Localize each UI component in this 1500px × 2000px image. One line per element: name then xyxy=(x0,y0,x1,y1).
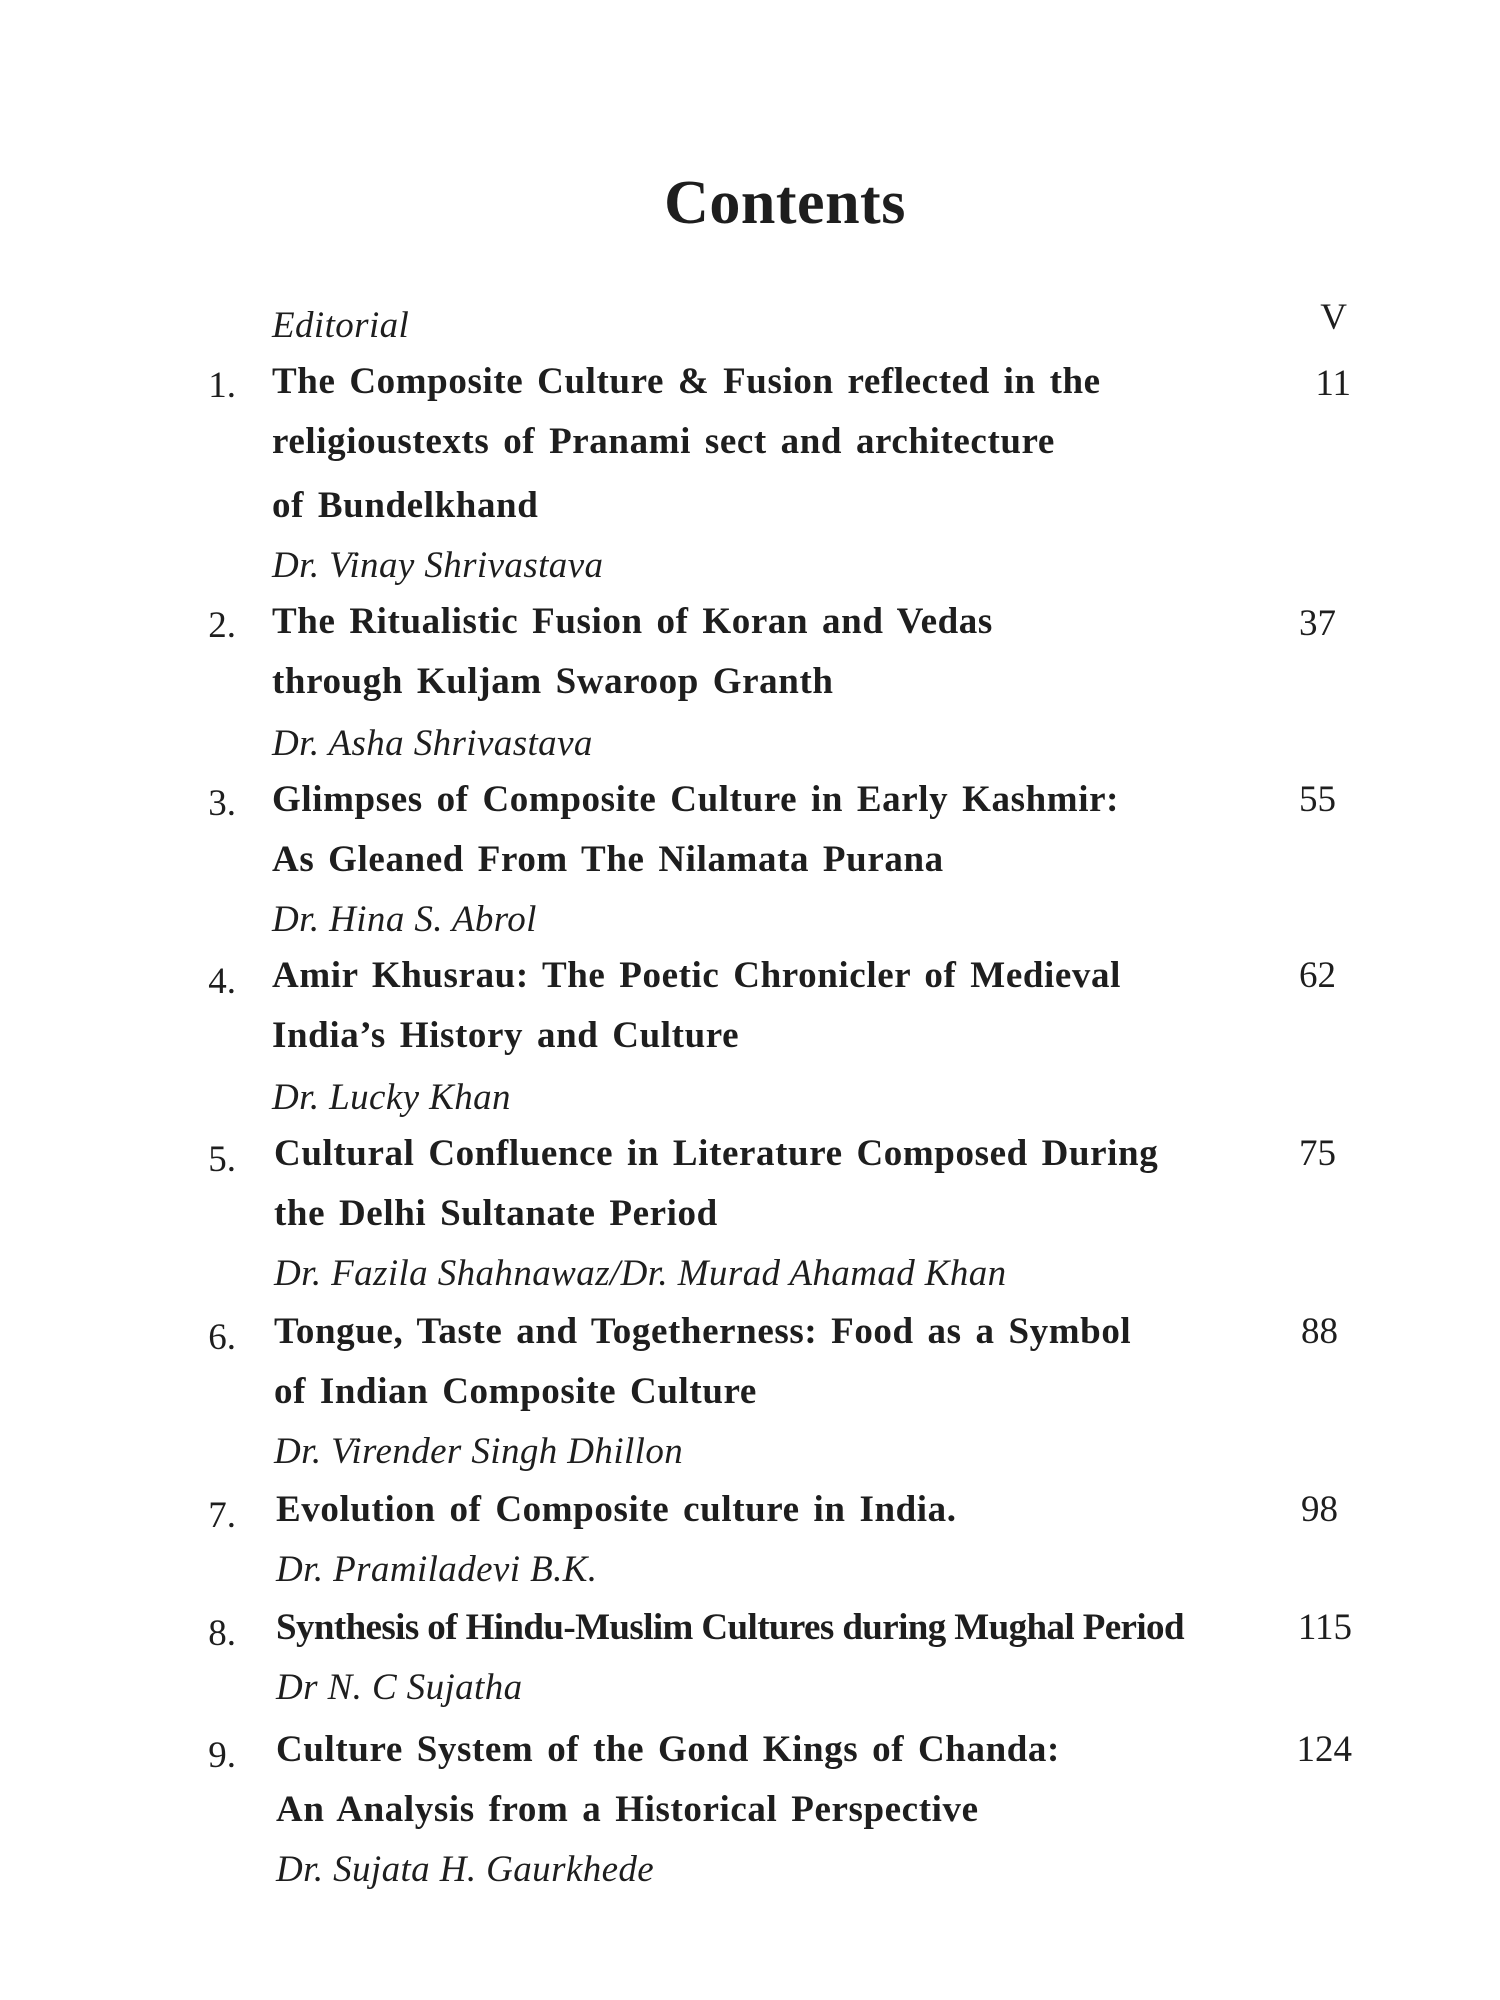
entry-page-number: 115 xyxy=(1297,1607,1352,1648)
entry-title-line: Synthesis of Hindu-Muslim Cultures during Mughal Period xyxy=(276,1607,1184,1648)
page-title: Contents xyxy=(664,169,906,237)
entry-number: 5. xyxy=(208,1139,236,1180)
entry-title-line: Glimpses of Composite Culture in Early Kashmir: xyxy=(272,779,1120,820)
entry-author: Dr. Lucky Khan xyxy=(272,1077,511,1118)
entry-title-line: An Analysis from a Historical Perspective xyxy=(276,1789,979,1830)
entry-page-number: 55 xyxy=(1299,779,1336,820)
entry-title-line: Tongue, Taste and Togetherness: Food as a Symbol xyxy=(274,1311,1132,1352)
entry-title-line: the Delhi Sultanate Period xyxy=(274,1193,718,1234)
entry-title-line: Culture System of the Gond Kings of Chanda: xyxy=(276,1729,1060,1770)
entry-title-line: of Indian Composite Culture xyxy=(274,1371,757,1412)
entry-title-line: of Bundelkhand xyxy=(272,485,539,526)
entry-number: 9. xyxy=(208,1735,236,1776)
entry-author: Dr. Pramiladevi B.K. xyxy=(276,1549,598,1590)
entry-number: 1. xyxy=(208,365,236,406)
entry-page-number: 37 xyxy=(1299,603,1336,644)
entry-author: Dr N. C Sujatha xyxy=(276,1667,523,1708)
entry-page-number: 11 xyxy=(1315,363,1351,404)
entry-page-number: 124 xyxy=(1296,1729,1352,1770)
entry-number: 8. xyxy=(208,1613,236,1654)
entry-title-line: Amir Khusrau: The Poetic Chronicler of Medieval xyxy=(272,955,1122,996)
entry-author: Dr. Fazila Shahnawaz/Dr. Murad Ahamad Khan xyxy=(274,1253,1007,1294)
entry-author: Dr. Sujata H. Gaurkhede xyxy=(276,1849,655,1890)
entry-number: 3. xyxy=(208,783,236,824)
entry-title-line: As Gleaned From The Nilamata Purana xyxy=(272,839,944,880)
entry-title-line: religioustexts of Pranami sect and architecture xyxy=(272,421,1055,462)
entry-number: 6. xyxy=(208,1317,236,1358)
entry-author: Dr. Asha Shrivastava xyxy=(272,723,593,764)
entry-page-number: 88 xyxy=(1301,1311,1338,1352)
editorial-page-number: V xyxy=(1320,297,1347,338)
entry-number: 7. xyxy=(208,1495,236,1536)
entry-page-number: 98 xyxy=(1301,1489,1338,1530)
entry-title-line: The Ritualistic Fusion of Koran and Vedas xyxy=(272,601,993,642)
entry-page-number: 75 xyxy=(1299,1133,1336,1174)
entry-title-line: through Kuljam Swaroop Granth xyxy=(272,661,834,702)
entry-number: 2. xyxy=(208,605,236,646)
entry-number: 4. xyxy=(208,961,236,1002)
entry-author: Dr. Virender Singh Dhillon xyxy=(274,1431,684,1472)
entry-author: Dr. Vinay Shrivastava xyxy=(272,545,604,586)
entry-title-line: Cultural Confluence in Literature Composed During xyxy=(274,1133,1159,1174)
entry-title-line: India’s History and Culture xyxy=(272,1015,740,1056)
entry-page-number: 62 xyxy=(1299,955,1336,996)
entry-title-line: Evolution of Composite culture in India. xyxy=(276,1489,957,1530)
entry-title-line: The Composite Culture & Fusion reflected in the xyxy=(272,361,1101,402)
entry-author: Dr. Hina S. Abrol xyxy=(272,899,537,940)
editorial-label: Editorial xyxy=(272,305,410,346)
